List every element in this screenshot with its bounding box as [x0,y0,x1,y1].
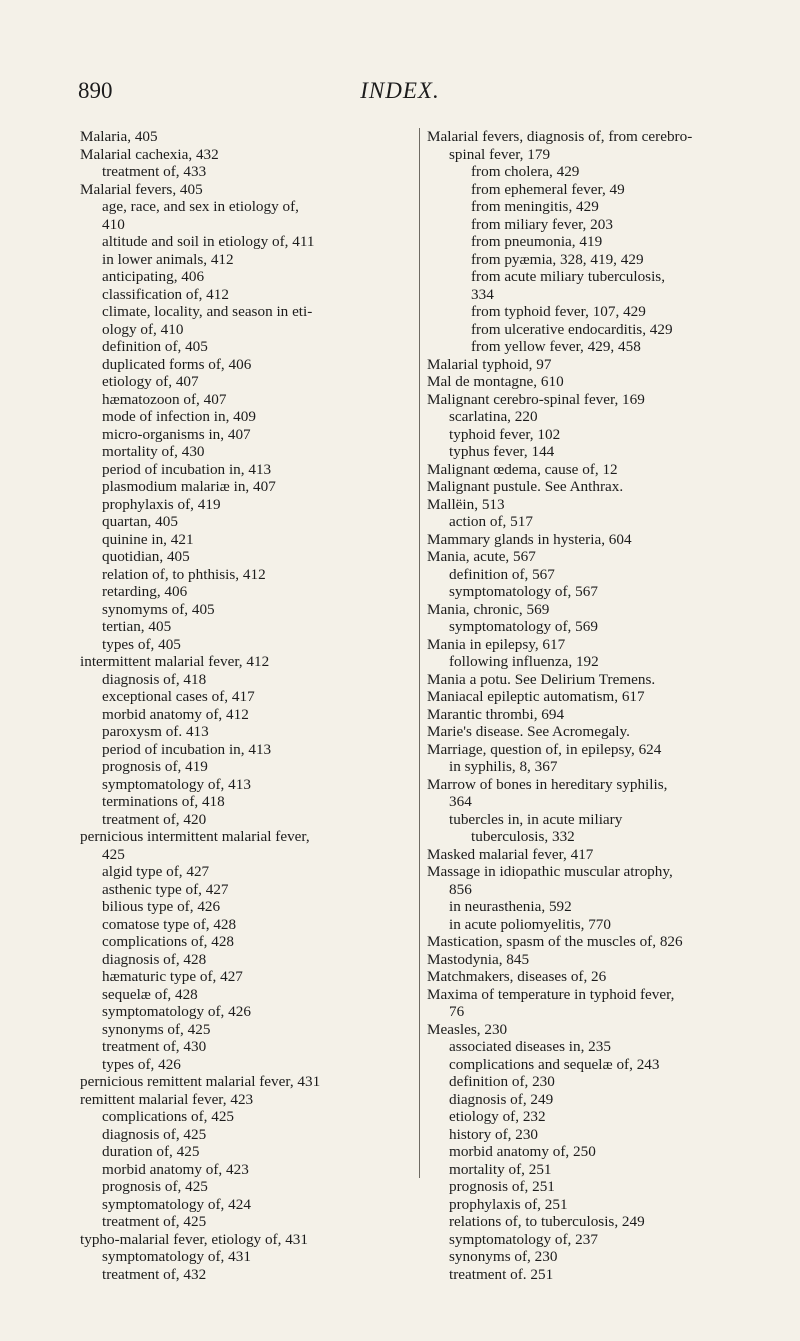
index-entry: etiology of, 232 [449,1108,546,1125]
index-entry: tubercles in, in acute miliary [449,810,623,828]
index-entry: from yellow fever, 429, 458 [471,338,641,355]
index-entry: complications of, 425 [102,1108,235,1125]
index-entry: Marrow of bones in hereditary syphilis, [427,775,668,793]
index-entry: treatment of, 430 [102,1038,207,1055]
index-entry: from acute miliary tuberculosis, [471,268,666,285]
index-entry: synonyms of, 230 [449,1248,558,1265]
index-entry: definition of, 405 [102,338,208,355]
index-entry: anticipating, 406 [102,268,205,285]
index-entry: Mal de montagne, 610 [427,373,564,390]
index-entry: morbid anatomy of, 412 [102,705,249,723]
index-entry: Mastication, spasm of the muscles of, 826 [427,933,683,950]
index-entry: Malaria, 405 [80,128,158,145]
index-entry: bilious type of, 426 [102,898,221,915]
index-entry: symptomatology of, 567 [449,583,598,600]
index-entry: definition of, 230 [449,1073,555,1090]
index-entry: 425 [102,845,125,863]
index-entry: types of, 426 [102,1055,181,1073]
index-entry: Matchmakers, diseases of, 26 [427,968,607,985]
index-entry: symptomatology of, 424 [102,1195,251,1213]
index-entry: classification of, 412 [102,285,229,303]
index-entry: typhus fever, 144 [449,443,555,460]
index-entry: complications and sequelæ of, 243 [449,1055,660,1073]
index-entry: Measles, 230 [427,1020,508,1038]
index-entry: in acute poliomyelitis, 770 [449,915,611,933]
index-entry: typhoid fever, 102 [449,425,561,443]
index-entry: morbid anatomy of, 250 [449,1143,596,1160]
index-entry: Malignant cerebro-spinal fever, 169 [427,390,645,408]
index-entry: diagnosis of, 418 [102,670,207,688]
index-entry: Mania a potu. See Delirium Tremens. [427,670,656,688]
index-column-left [80,128,413,1283]
index-entry: Malignant pustule. See Anthrax. [427,478,624,495]
index-entry: etiology of, 407 [102,373,199,390]
index-entry: Marriage, question of, in epilepsy, 624 [427,740,662,758]
index-entry: symptomatology of, 569 [449,618,598,635]
index-entry: Marie's disease. See Acromegaly. [427,723,630,740]
index-entry: retarding, 406 [102,583,188,600]
index-entry: from meningitis, 429 [471,198,599,215]
index-entry: prognosis of, 251 [449,1178,555,1195]
index-entry: treatment of, 433 [102,163,207,180]
index-entry: diagnosis of, 249 [449,1090,554,1108]
index-entry: period of incubation in, 413 [102,740,272,758]
index-entry: from ulcerative endocarditis, 429 [471,320,673,338]
index-entry: from typhoid fever, 107, 429 [471,303,646,320]
index-column-right [427,128,762,1283]
index-entry: in neurasthenia, 592 [449,898,572,915]
index-entry: Marantic thrombi, 694 [427,705,565,723]
index-entry: tuberculosis, 332 [471,828,575,845]
index-entry: following influenza, 192 [449,653,599,670]
index-entry: from ephemeral fever, 49 [471,180,625,198]
index-entry: treatment of, 432 [102,1265,207,1283]
index-entry: Mallëin, 513 [427,495,505,513]
column-divider [419,128,420,1178]
index-entry: micro-organisms in, 407 [102,425,251,443]
index-entry: comatose type of, 428 [102,915,237,933]
index-entry: in lower animals, 412 [102,250,234,268]
index-entry: intermittent malarial fever, 412 [80,653,270,670]
index-entry: from miliary fever, 203 [471,215,613,233]
index-entry: 856 [449,880,472,898]
index-entry: terminations of, 418 [102,793,225,810]
index-entry: from pneumonia, 419 [471,233,603,250]
index-entry: algid type of, 427 [102,863,210,880]
index-entry: 410 [102,215,125,233]
index-entry: from cholera, 429 [471,163,580,180]
index-entry: synonyms of, 425 [102,1020,211,1038]
index-entry: in syphilis, 8, 367 [449,758,558,775]
index-entry: quotidian, 405 [102,548,190,565]
index-entry: asthenic type of, 427 [102,880,229,898]
index-entry: relations of, to tuberculosis, 249 [449,1213,645,1230]
index-entry: Mania, chronic, 569 [427,600,550,618]
index-entry: prognosis of, 425 [102,1178,208,1195]
index-entry: duration of, 425 [102,1143,200,1160]
index-entry: Massage in idiopathic muscular atrophy, [427,863,673,880]
index-entry: paroxysm of. 413 [102,723,209,740]
index-entry: definition of, 567 [449,565,555,583]
index-entry: treatment of, 425 [102,1213,207,1230]
index-entry: Maniacal epileptic automatism, 617 [427,688,645,705]
index-entry: relation of, to phthisis, 412 [102,565,266,583]
index-entry: mode of infection in, 409 [102,408,256,425]
index-entry: morbid anatomy of, 423 [102,1160,249,1178]
index-entry: Maxima of temperature in typhoid fever, [427,985,675,1003]
index-entry: tertian, 405 [102,618,172,635]
index-entry: symptomatology of, 426 [102,1003,251,1020]
index-entry: 76 [449,1003,465,1020]
index-entry: hæmatozoon of, 407 [102,390,227,408]
index-entry: diagnosis of, 428 [102,950,207,968]
index-entry: remittent malarial fever, 423 [80,1090,254,1108]
index-entry: scarlatina, 220 [449,408,538,425]
index-entry: mortality of, 251 [449,1160,552,1178]
index-entry: treatment of, 420 [102,810,207,828]
index-entry: history of, 230 [449,1125,539,1143]
index-entry: prophylaxis of, 251 [449,1195,568,1213]
index-entry: pernicious intermittent malarial fever, [80,828,310,845]
index-entry: types of, 405 [102,635,181,653]
page-header [0,78,800,110]
index-entry: Malarial fevers, 405 [80,180,203,198]
index-entry: symptomatology of, 431 [102,1248,251,1265]
index-entry: quinine in, 421 [102,530,194,548]
index-entry: prophylaxis of, 419 [102,495,221,513]
index-entry: 364 [449,793,472,810]
index-entry: diagnosis of, 425 [102,1125,207,1143]
index-entry: plasmodium malariæ in, 407 [102,478,276,495]
index-entry: 334 [471,285,494,303]
page-title: INDEX. [360,78,440,103]
index-entry: period of incubation in, 413 [102,460,272,478]
index-entry: Malignant œdema, cause of, 12 [427,460,618,478]
index-entry: Malarial typhoid, 97 [427,355,552,373]
index-entry: synomyms of, 405 [102,600,215,618]
index-entry: associated diseases in, 235 [449,1038,611,1055]
index-entry: symptomatology of, 237 [449,1230,598,1248]
index-entry: altitude and soil in etiology of, 411 [102,233,315,250]
index-entry: mortality of, 430 [102,443,205,460]
index-entry: prognosis of, 419 [102,758,208,775]
index-entry: Masked malarial fever, 417 [427,845,594,863]
index-entry: quartan, 405 [102,513,178,530]
index-entry: spinal fever, 179 [449,145,551,163]
index-entry: from pyæmia, 328, 419, 429 [471,250,644,268]
index-entry: age, race, and sex in etiology of, [102,198,299,215]
index-entry: complications of, 428 [102,933,235,950]
index-entry: climate, locality, and season in eti- [102,303,313,320]
page-number: 890 [78,78,113,103]
index-entry: Mammary glands in hysteria, 604 [427,530,632,548]
index-entry: Mania in epilepsy, 617 [427,635,566,653]
index-entry: Mastodynia, 845 [427,950,530,968]
index-entry: treatment of. 251 [449,1265,554,1283]
index-entry: action of, 517 [449,513,533,530]
index-entry: sequelæ of, 428 [102,985,198,1003]
index-entry: typho-malarial fever, etiology of, 431 [80,1230,308,1248]
index-entry: Malarial cachexia, 432 [80,145,219,163]
index-entry: exceptional cases of, 417 [102,688,255,705]
index-entry: duplicated forms of, 406 [102,355,252,373]
index-entry: ology of, 410 [102,320,184,338]
index-entry: Mania, acute, 567 [427,548,536,565]
index-entry: symptomatology of, 413 [102,775,251,793]
index-entry: Malarial fevers, diagnosis of, from cerebro- [427,128,693,145]
index-entry: pernicious remittent malarial fever, 431 [80,1073,321,1090]
index-entry: hæmaturic type of, 427 [102,968,243,985]
